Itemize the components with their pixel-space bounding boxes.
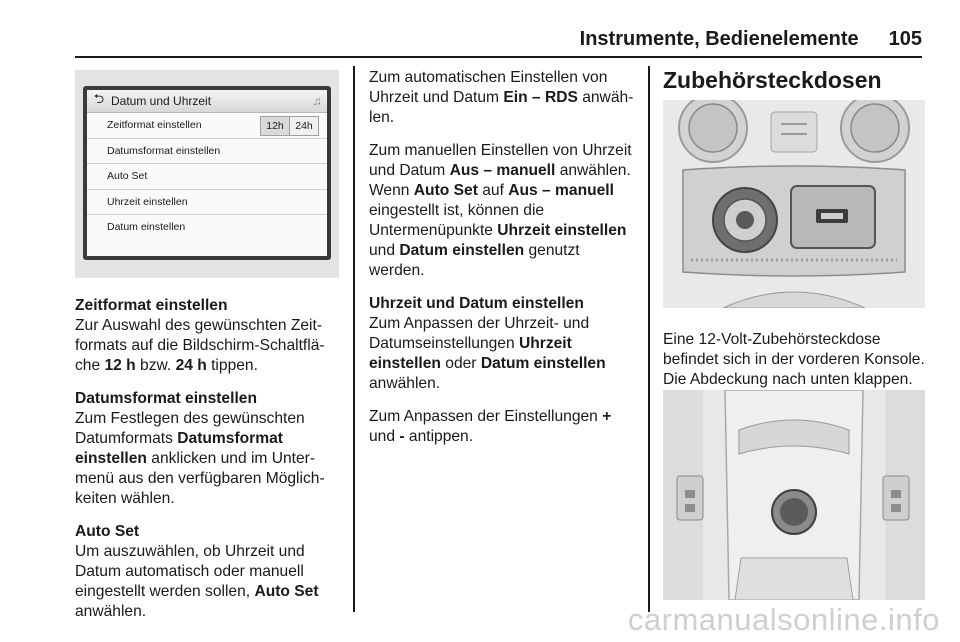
header-rule: [75, 56, 922, 58]
watermark: carmanualsonline.info: [627, 602, 940, 637]
paragraph-adjust: Zum Anpassen der Einstellungen + und - antippen.: [369, 408, 612, 445]
column-divider-2: [648, 66, 650, 612]
screen-title-bar: [87, 90, 327, 113]
section-heading-time-format: Zeitformat einstellen: [75, 297, 228, 314]
menu-item-date-format: [87, 139, 327, 165]
time-format-toggle: [260, 116, 319, 136]
paragraph-time-format: Zur Auswahl des gewünschten Zeitformats auf die Bildschirm-Schaltfläche 12 h bzw. 24 h tippen.: [75, 317, 325, 374]
paragraph-date-format: Zum Festlegen des gewünschten Datumformats Datumsformat einstellen anklicken und im Untermenü aus den verfügbaren Möglichkeiten wählen.: [75, 410, 325, 507]
column-3: [663, 66, 929, 104]
screen-title: Datum und Uhrzeit: [111, 94, 212, 108]
back-arrow-icon: ⮌: [93, 91, 105, 106]
console-photo: [663, 100, 925, 308]
column-2: [369, 68, 637, 460]
paragraph-set-time-date: Zum Anpassen der Uhrzeit- und Datumseinstellungen Uhrzeit einstellen oder Datum einstellen anwählen.: [369, 315, 606, 392]
page-header: [580, 28, 922, 51]
section-heading-auto-set: Auto Set: [75, 523, 140, 540]
menu-item-time-format: [87, 113, 327, 139]
paragraph-auto-rds: Zum automatischen Einstellen von Uhrzeit und Datum Ein – RDS anwählen.: [369, 69, 634, 126]
paragraph-manual: Zum manuellen Einstellen von Uhrzeit und Datum Aus – manuell anwählen. Wenn Auto Set auf Aus – manuell eingestellt ist, können die Untermenüpunkte Uhrzeit einstellen und Datum einstellen genutzt werden.: [369, 142, 632, 279]
page-number: 105: [888, 28, 922, 50]
section-heading-accessory-sockets: Zubehörsteckdosen: [663, 67, 882, 93]
socket-photo: [663, 390, 925, 600]
menu-item-label: Auto Set: [107, 170, 148, 183]
menu-item-label: Datum einstellen: [107, 221, 186, 234]
menu-item-label: Zeitformat einstellen: [107, 119, 202, 132]
paragraph-auto-set: Um auszuwählen, ob Uhrzeit und Datum automatisch oder manuell eingestellt werden sollen, Auto Set anwählen.: [75, 543, 319, 620]
music-note-icon: ♫: [312, 94, 322, 108]
section-heading-date-format: Datumsformat einstellen: [75, 390, 257, 407]
section-heading-set-time-date: Uhrzeit und Datum einstellen: [369, 295, 584, 312]
menu-item-set-date: [87, 215, 327, 240]
screen-figure: [75, 70, 339, 278]
option-24h: 24h: [290, 117, 318, 135]
menu-item-auto-set: [87, 164, 327, 190]
option-12h: 12h: [261, 117, 290, 135]
column-divider-1: [353, 66, 355, 612]
page-title: Instrumente, Bedienelemente: [579, 28, 859, 50]
menu-item-label: Datumsformat einstellen: [107, 144, 221, 157]
infotainment-screen: [83, 86, 331, 260]
menu-item-label: Uhrzeit einstellen: [107, 195, 188, 208]
column-1: [75, 296, 343, 635]
menu-item-set-time: [87, 190, 327, 216]
caption-text: Eine 12-Volt-Zubehörsteckdose befindet sich in der vorderen Konsole. Die Abdeckung nach unten klappen.: [663, 331, 925, 388]
caption-block: [663, 330, 929, 390]
